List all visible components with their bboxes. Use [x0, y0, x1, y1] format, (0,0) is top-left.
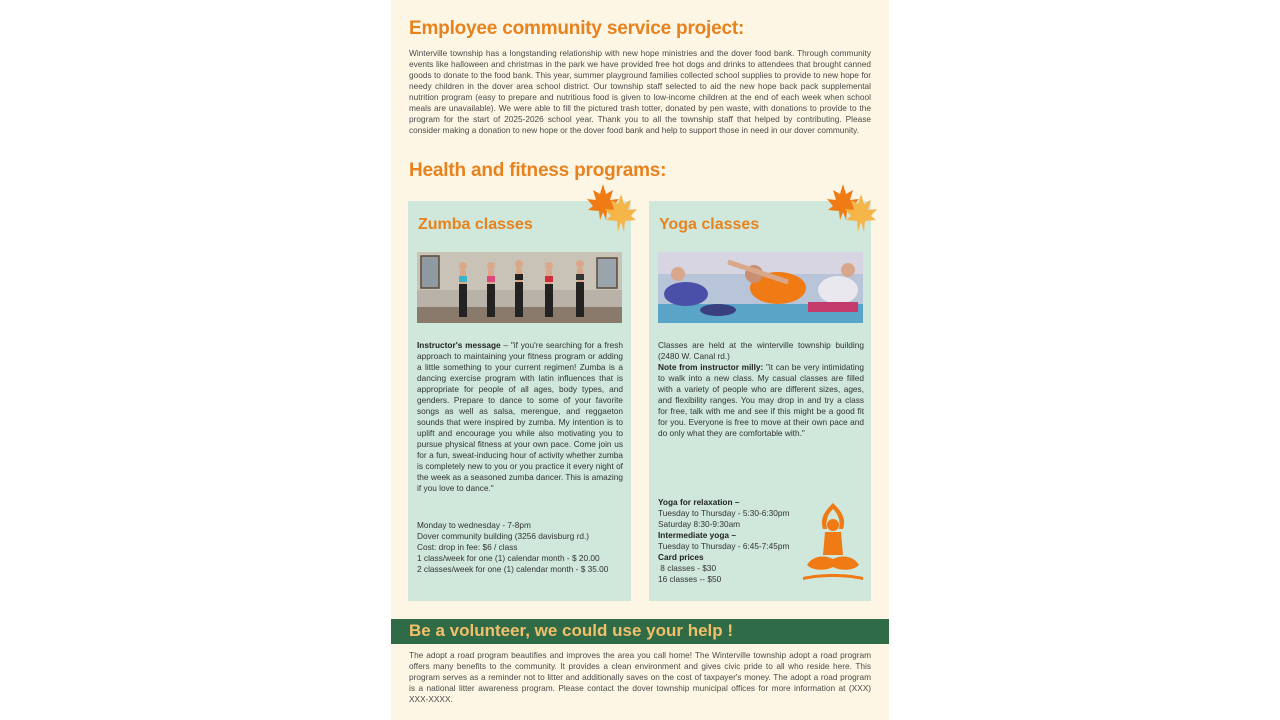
yoga-relaxation	[658, 497, 808, 508]
maple-leaf-icon	[585, 182, 641, 239]
zumba-details	[417, 520, 623, 575]
yoga-inter-label: Intermediate yoga	[658, 530, 730, 540]
community-service-body: Winterville township has a longstanding relationship with new hope ministries and the dover food bank. Through community events like halloween and christmas in the park we have provided free hot dogs and drinks to attendees that brought canned goods to donate to the food bank. This year, summer playground families collected school supplies to provide to new hope for needy children in the dover area school district. Our township staff selected to aid the new hope back pack supplemental nutrition program (easy to prepare and nutritious food is given to low-income children at the end of each week when school meals are unavailable). We were able to fill the pictured trash totter, donated by pen waste, with donations to provide to the program for the start of 2025-2026 school year. Thank you to all the township staff that helped by contributing. Please consider making a donation to new hope or the dover food bank and help to support those in need in our dover community.	[409, 48, 871, 135]
yoga-note-label: Note from instructor milly:	[658, 362, 766, 372]
zumba-message-label: Instructor's message	[417, 340, 501, 350]
zumba-title: Zumba classes	[418, 216, 533, 233]
yoga-inter-time: Tuesday to Thursday - 6:45-7:45pm	[658, 541, 790, 551]
yoga-title: Yoga classes	[659, 216, 760, 233]
yoga-description	[658, 340, 864, 439]
volunteer-body: The adopt a road program beautifies and improves the area you call home! The Winterville township adopt a road program offers many benefits to the community. It provides a clean environment and gives civic pride to all who reside here. This program serves as a reminder not to litter and additionally saves on the cost of taxpayer's money. The adopt a road program is a national litter awareness program. Please contact the dover township municipal offices for more information at (XXX) XXX-XXXX.	[409, 650, 871, 704]
yoga-cards-label: Card prices	[658, 552, 704, 562]
yoga-relax-dash: –	[732, 497, 740, 507]
community-service-title: Employee community service project:	[409, 18, 745, 39]
yoga-relax-time-1: Tuesday to Thursday - 5:30-6:30pm	[658, 508, 790, 518]
yoga-schedule	[658, 497, 808, 585]
zumba-schedule: Monday to wednesday - 7-8pm	[417, 520, 531, 530]
yoga-relax-label: Yoga for relaxation	[658, 497, 733, 507]
yoga-photo	[658, 252, 863, 323]
yoga-note	[658, 362, 864, 439]
yoga-pose-icon	[801, 499, 865, 588]
maple-leaf-icon	[825, 182, 881, 239]
yoga-card-price-1: 8 classes - $30	[658, 563, 717, 573]
yoga-card	[649, 201, 871, 601]
yoga-card-price-2: 16 classes -- $50	[658, 574, 722, 584]
yoga-card-prices	[658, 552, 808, 563]
zumba-card	[408, 201, 631, 601]
yoga-note-body: "it can be very intimidating to walk into a new class. My casual classes are filled with a variety of people who are different sizes, ages, and flexibility ranges. You may drop in and try a class for free, talk with me and see if this might be a good fit for you. Everyone is free to move at their own pace and do only what they are comfortable with."	[658, 362, 864, 438]
zumba-location: Dover community building (3256 davisburg rd.)	[417, 531, 590, 541]
health-fitness-title: Health and fitness programs:	[409, 160, 667, 181]
yoga-relax-time-2: Saturday 8:30-9:30am	[658, 519, 741, 529]
newsletter-page	[391, 0, 889, 720]
yoga-location: Classes are held at the winterville township building (2480 W. Canal rd.)	[658, 340, 864, 361]
volunteer-banner	[391, 619, 889, 644]
zumba-photo	[417, 252, 622, 323]
yoga-intermediate	[658, 530, 808, 541]
volunteer-title: Be a volunteer, we could use your help !	[409, 621, 734, 640]
yoga-inter-dash: –	[729, 530, 736, 540]
zumba-message-body: – "if you're searching for a fresh approach to maintaining your fitness program or adding a little something to your current regimen! Zumba is a dancing exercise program with latin influences that is appropriate for people of all ages, body types, and genders. Prepare to dance to some of your favorite songs as well as salsa, merengue, and reggaeton sounds that were inspired by zumba. My intention is to uplift and encourage you while also motivating you to pursue physical fitness at your own pace. Come join us for a fun, sweat-inducing hour of activity whether zumba is completely new to you or you practice it every night of the week as a seasoned zumba dancer. This is amazing if you love to dance."	[417, 340, 624, 493]
zumba-cost: Cost: drop in fee: $6 / class	[417, 542, 518, 552]
zumba-price-1: 1 class/week for one (1) calendar month - $ 20.00	[417, 553, 600, 563]
zumba-instructor-message	[417, 340, 623, 494]
zumba-price-2: 2 classes/week for one (1) calendar month - $ 35.00	[417, 564, 609, 574]
